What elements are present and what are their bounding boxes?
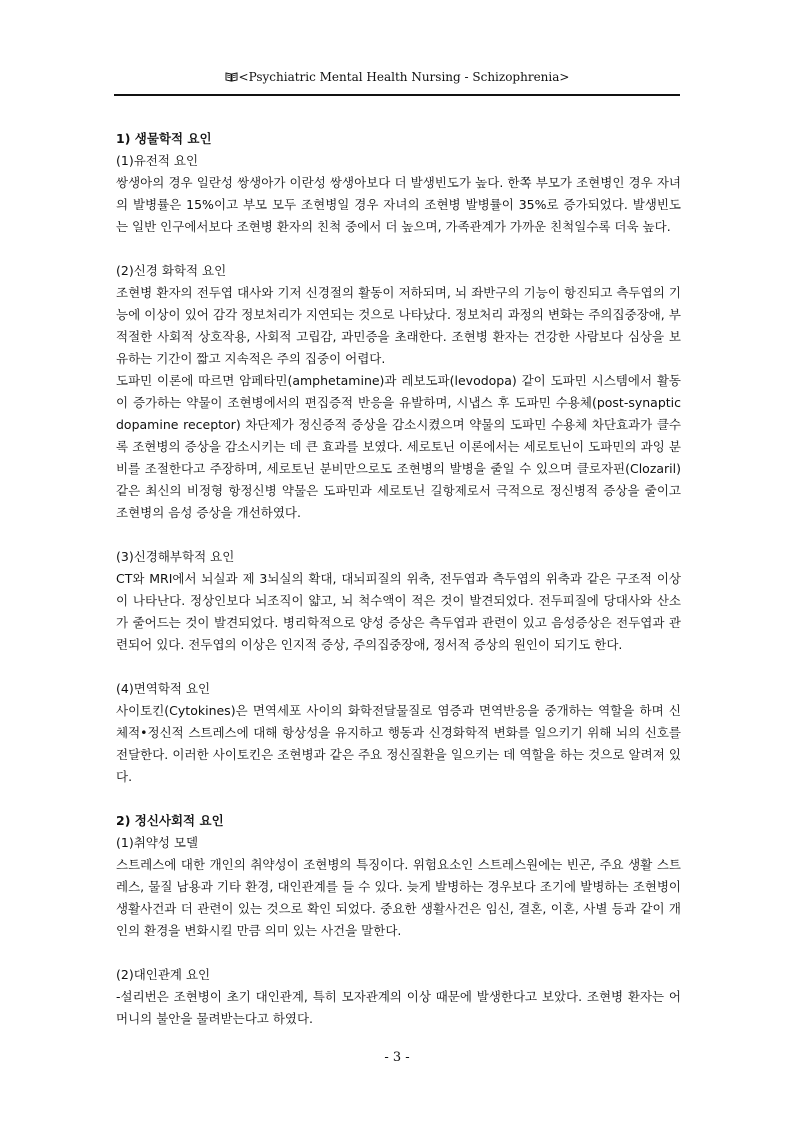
page-number: - 3 -: [384, 1050, 410, 1065]
section-title-psychosocial: 2) 정신사회적 요인: [116, 813, 224, 828]
spacer: [116, 524, 681, 546]
page-header: [114, 70, 680, 94]
book-icon: [225, 72, 238, 82]
header-title: <Psychiatric Mental Health Nursing - Schizophrenia>: [238, 70, 570, 84]
heading-vulnerability: (1)취약성 모델: [116, 835, 199, 850]
paragraph-immunological: 사이토킨(Cytokines)은 면역세포 사이의 화학전달물질로 염증과 면역반응을 중개하는 역할을 하며 신체적•정신적 스트레스에 대해 항상성을 유지하고 행동과 신경화학적 변화를 일으키기 위해 뇌의 신호를 전달한다. 이러한 사이토킨은 조현병과 같은 주요 정신질환을 일으키는 데 역할을 하는 것으로 알려져 있다.: [116, 703, 681, 784]
section-title-bio: 1) 생물학적 요인: [116, 131, 212, 146]
paragraph-interpersonal: -설리번은 조현병이 초기 대인관계, 특히 모자관계의 이상 때문에 발생한다고 보았다. 조현병 환자는 어머니의 불안을 물려받는다고 하였다.: [116, 989, 681, 1026]
heading-immunological: (4)면역학적 요인: [116, 681, 211, 696]
paragraph-neuroanatomical: CT와 MRI에서 뇌실과 제 3뇌실의 확대, 대뇌피질의 위축, 전두엽과 측두엽의 위축과 같은 구조적 이상이 나타난다. 정상인보다 뇌조직이 얇고, 뇌 척수액이 적은 것이 발견되었다. 전두피질에 당대사와 산소가 줄어드는 것이 발견되었다. 병리학적으로 양성 증상은 측두엽과 관련이 있고 음성증상은 전두엽과 관련되어 있다. 전두엽의 이상은 인지적 증상, 주의집중장애, 정서적 증상의 원인이 되기도 한다.: [116, 571, 681, 652]
paragraph-dopamine-theory: 도파민 이론에 따르면 암페타민(amphetamine)과 레보도파(levodopa) 같이 도파민 시스템에서 활동이 증가하는 약물이 조현병에서의 편집증적 반응을 유발하며, 시냅스 후 도파민 수용체(post-synaptic dopamine receptor) 차단제가 정신증적 증상을 감소시켰으며 약물의 도파민 수용체 차단효과가 클수록 조현병의 증상을 감소시키는 데 큰 효과를 보였다. 세로토닌 이론에서는 세로토닌이 도파민의 과잉 분비를 조절한다고 주장하며, 세로토닌 분비만으로도 조현병의 발병을 줄일 수 있으며 클로자핀(Clozaril) 같은 최신의 비정형 항정신병 약물은 도파민과 세로토닌 길항제로서 극적으로 정신병적 증상을 줄이고 조현병의 음성 증상을 개선하였다.: [116, 373, 681, 520]
paragraph-vulnerability: 스트레스에 대한 개인의 취약성이 조현병의 특징이다. 위험요소인 스트레스원에는 빈곤, 주요 생활 스트레스, 물질 남용과 기타 환경, 대인관계를 들 수 있다. 늦게 발병하는 경우보다 조기에 발병하는 조현병이 생활사건과 더 관련이 있는 것으로 확인 되었다. 중요한 생활사건은 임신, 결혼, 이혼, 사별 등과 같이 개인의 환경을 변화시킬 만큼 의미 있는 사건을 말한다.: [116, 857, 681, 938]
heading-genetic: (1)유전적 요인: [116, 153, 199, 168]
spacer: [116, 656, 681, 678]
heading-interpersonal: (2)대인관계 요인: [116, 967, 211, 982]
heading-neurochemical: (2)신경 화학적 요인: [116, 263, 227, 278]
page-content: [116, 128, 681, 1030]
spacer: [116, 238, 681, 260]
heading-neuroanatomical: (3)신경해부학적 요인: [116, 549, 235, 564]
paragraph-genetic: 쌍생아의 경우 일란성 쌍생아가 이란성 쌍생아보다 더 발생빈도가 높다. 한쪽 부모가 조현병인 경우 자녀의 발병률은 15%이고 부모 모두 조현병일 경우 자녀의 조현병 발병률이 35%로 증가되었다. 발생빈도는 일반 인구에서보다 조현병 환자의 친척 중에서 더 높으며, 가족관계가 가까운 친척일수록 더욱 높다.: [116, 175, 681, 234]
spacer: [116, 788, 681, 810]
spacer: [116, 942, 681, 964]
header-rule: [114, 94, 680, 96]
paragraph-neurochemical: 조현병 환자의 전두엽 대사와 기저 신경절의 활동이 저하되며, 뇌 좌반구의 기능이 항진되고 측두엽의 기능에 이상이 있어 감각 정보처리가 지연되는 것으로 나타났다. 정보처리 과정의 변화는 주의집중장애, 부적절한 사회적 상호작용, 사회적 고립감, 과민증을 초래한다. 조현병 환자는 건강한 사람보다 심상을 보유하는 기간이 짧고 지속적은 주의 집중이 어렵다.: [116, 285, 681, 366]
